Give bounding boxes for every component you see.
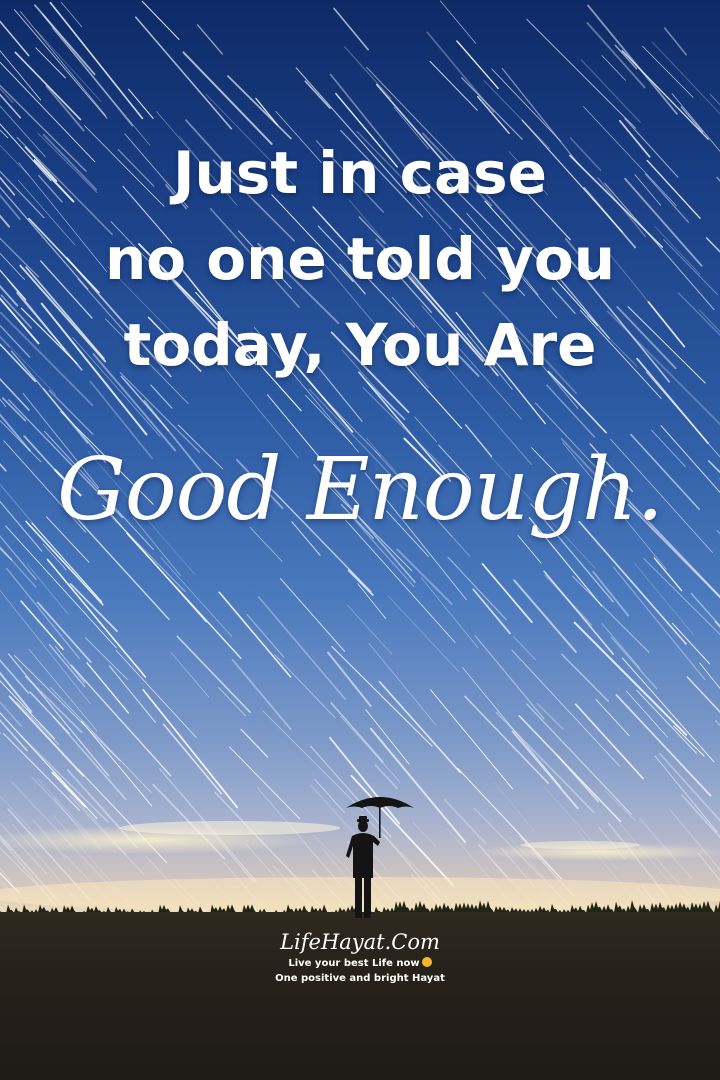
- watermark-logo: LifeHayat.Com: [280, 930, 440, 954]
- watermark-tagline-2: One positive and bright Hayat: [275, 973, 445, 984]
- headline-line-1: Just in case: [172, 139, 548, 207]
- watermark: [0, 928, 720, 986]
- headline-line-2: no one told you: [104, 225, 616, 293]
- headline-line-3: today, You Are: [123, 311, 597, 379]
- smiling-face-emoji-icon: [422, 957, 432, 967]
- emphasis-text: Good Enough.: [57, 440, 663, 540]
- silhouette-man-with-umbrella-icon: [330, 790, 430, 920]
- watermark-tagline-1: Live your best Life now: [0, 956, 720, 971]
- headline-text: [0, 130, 720, 388]
